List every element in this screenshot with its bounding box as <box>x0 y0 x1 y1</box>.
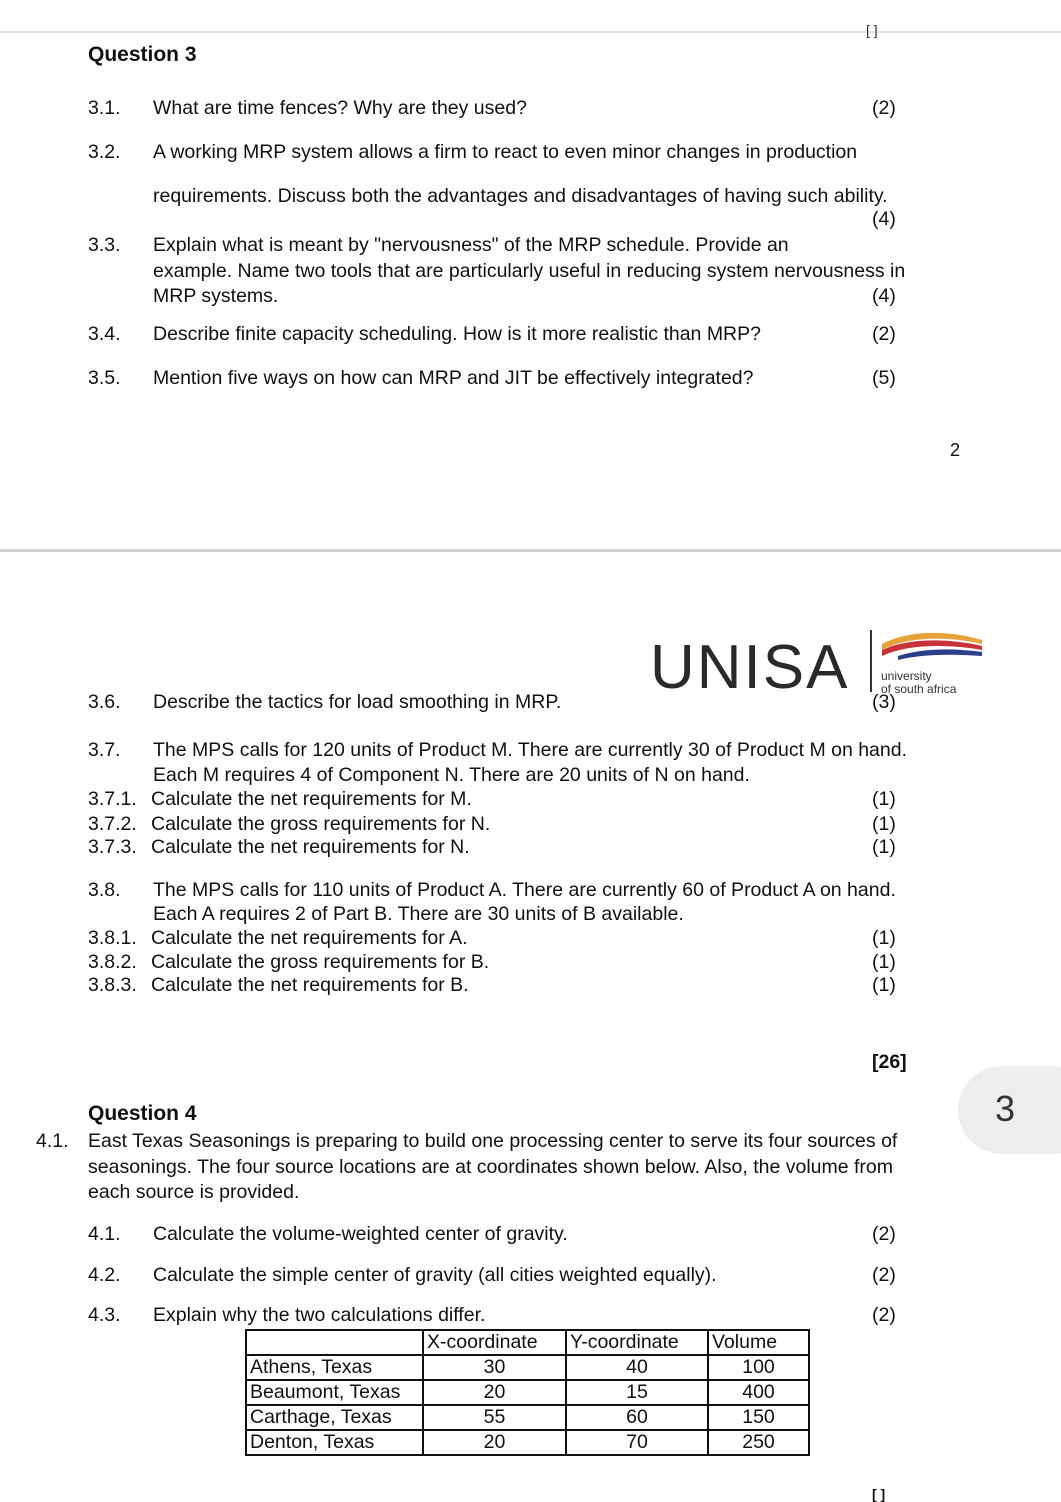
q3-7-3-mark: (1) <box>872 836 896 858</box>
q3-7-3-text: Calculate the net requirements for N. <box>151 836 470 858</box>
table-cell: Athens, Texas <box>246 1355 423 1380</box>
table-cell: 15 <box>566 1380 708 1405</box>
q3-3-text-line1: Explain what is meant by "nervousness" of the MRP schedule. Provide an <box>153 234 789 256</box>
table-cell: 20 <box>423 1380 566 1405</box>
q3-4-mark: (2) <box>872 323 896 345</box>
table-header-cell: X-coordinate <box>423 1330 566 1355</box>
q3-7-3-number: 3.7.3. <box>88 836 137 858</box>
q4-2-text: Calculate the simple center of gravity (all cities weighted equally). <box>153 1264 717 1286</box>
table-header-cell: Volume <box>708 1330 809 1355</box>
q3-6-text: Describe the tactics for load smoothing in MRP. <box>153 691 562 713</box>
q3-8-number: 3.8. <box>88 879 121 901</box>
q4-intro-line1: East Texas Seasonings is preparing to build one processing center to serve its four sources of <box>88 1130 898 1152</box>
logo-text-university: university <box>881 669 932 683</box>
q3-7-2-number: 3.7.2. <box>88 813 137 835</box>
q3-5-mark: (5) <box>872 367 896 389</box>
q3-6-mark: (3) <box>872 691 896 713</box>
q3-2-text-line2: requirements. Discuss both the advantages and disadvantages of having such ability. <box>153 185 888 207</box>
q4-3-number: 4.3. <box>88 1304 121 1326</box>
table-cell: Denton, Texas <box>246 1430 423 1455</box>
question-4-heading: Question 4 <box>88 1102 197 1125</box>
q3-1-mark: (2) <box>872 97 896 119</box>
table-cell: 400 <box>708 1380 809 1405</box>
table-cell: 20 <box>423 1430 566 1455</box>
logo-divider <box>870 630 872 692</box>
q3-8-3-text: Calculate the net requirements for B. <box>151 974 469 996</box>
q3-3-text-line2: example. Name two tools that are particularly useful in reducing system nervousness in <box>153 260 906 282</box>
q3-4-number: 3.4. <box>88 323 121 345</box>
q3-7-text-line1: The MPS calls for 120 units of Product M. There are currently 30 of Product M on hand. <box>153 739 908 761</box>
table-header-cell: Y-coordinate <box>566 1330 708 1355</box>
table-row <box>246 1380 809 1405</box>
q4-2-mark: (2) <box>872 1264 896 1286</box>
q3-7-1-number: 3.7.1. <box>88 788 137 810</box>
table-row <box>246 1430 809 1455</box>
q3-8-1-mark: (1) <box>872 927 896 949</box>
page-indicator-number: 3 <box>995 1088 1016 1129</box>
q3-8-text-line2: Each A requires 2 of Part B. There are 30 units of B available. <box>153 903 684 925</box>
q3-8-text-line1: The MPS calls for 110 units of Product A. There are currently 60 of Product A on hand. <box>153 879 896 901</box>
q3-1-number: 3.1. <box>88 97 121 119</box>
cropped-total-fragment: [ ] <box>872 1486 886 1502</box>
q3-2-text-line1: A working MRP system allows a firm to react to even minor changes in production <box>153 141 858 163</box>
cropped-marks-fragment: [ ] <box>866 22 878 38</box>
q3-5-number: 3.5. <box>88 367 121 389</box>
q3-7-1-mark: (1) <box>872 788 896 810</box>
q4-2-number: 4.2. <box>88 1264 121 1286</box>
q3-5-text: Mention five ways on how can MRP and JIT be effectively integrated? <box>153 367 754 389</box>
q3-3-text-line3: MRP systems. <box>153 285 279 307</box>
table-cell: 100 <box>708 1355 809 1380</box>
table-cell: 70 <box>566 1430 708 1455</box>
q4-1-mark: (2) <box>872 1223 896 1245</box>
table-row <box>246 1355 809 1380</box>
table-cell: 30 <box>423 1355 566 1380</box>
q3-7-2-mark: (1) <box>872 813 896 835</box>
question-3-heading: Question 3 <box>88 43 197 66</box>
q4-intro-line2: seasonings. The four source locations are at coordinates shown below. Also, the volume from <box>88 1156 894 1178</box>
q3-7-number: 3.7. <box>88 739 121 761</box>
unisa-logo-wordmark: UNISA <box>650 633 850 702</box>
page-break-rule <box>0 549 1061 552</box>
logo-text-of-south-africa: of south africa <box>881 682 957 696</box>
q3-6-number: 3.6. <box>88 691 121 713</box>
q3-2-number: 3.2. <box>88 141 121 163</box>
table-cell: 250 <box>708 1430 809 1455</box>
q3-8-2-text: Calculate the gross requirements for B. <box>151 951 490 973</box>
top-page-rule <box>0 31 1061 33</box>
q3-7-1-text: Calculate the net requirements for M. <box>151 788 472 810</box>
q4-1-text: Calculate the volume-weighted center of gravity. <box>153 1223 568 1245</box>
q4-intro-number: 4.1. <box>36 1130 69 1152</box>
table-cell: 60 <box>566 1405 708 1430</box>
q3-4-text: Describe finite capacity scheduling. How is it more realistic than MRP? <box>153 323 761 345</box>
q3-7-text-line2: Each M requires 4 of Component N. There are 20 units of N on hand. <box>153 764 750 786</box>
q3-8-1-text: Calculate the net requirements for A. <box>151 927 468 949</box>
q3-8-2-number: 3.8.2. <box>88 951 137 973</box>
unisa-logo-emblem-icon <box>878 628 986 668</box>
table-row <box>246 1405 809 1430</box>
question-3-total: [26] <box>872 1051 907 1073</box>
table-cell: 150 <box>708 1405 809 1430</box>
locations-table <box>245 1329 810 1456</box>
q4-3-text: Explain why the two calculations differ. <box>153 1304 486 1326</box>
table-cell: Beaumont, Texas <box>246 1380 423 1405</box>
q3-2-mark: (4) <box>872 208 896 230</box>
q3-7-2-text: Calculate the gross requirements for N. <box>151 813 491 835</box>
table-cell: Carthage, Texas <box>246 1405 423 1430</box>
q3-1-text: What are time fences? Why are they used? <box>153 97 527 119</box>
q3-3-mark: (4) <box>872 285 896 307</box>
q4-3-mark: (2) <box>872 1304 896 1326</box>
table-header-cell <box>246 1330 423 1355</box>
q3-8-2-mark: (1) <box>872 951 896 973</box>
q3-8-3-mark: (1) <box>872 974 896 996</box>
q3-8-3-number: 3.8.3. <box>88 974 137 996</box>
table-header-row <box>246 1330 809 1355</box>
table-cell: 40 <box>566 1355 708 1380</box>
table-cell: 55 <box>423 1405 566 1430</box>
q3-8-1-number: 3.8.1. <box>88 927 137 949</box>
q4-1-number: 4.1. <box>88 1223 121 1245</box>
page-number: 2 <box>950 440 961 460</box>
q3-3-number: 3.3. <box>88 234 121 256</box>
q4-intro-line3: each source is provided. <box>88 1181 300 1203</box>
